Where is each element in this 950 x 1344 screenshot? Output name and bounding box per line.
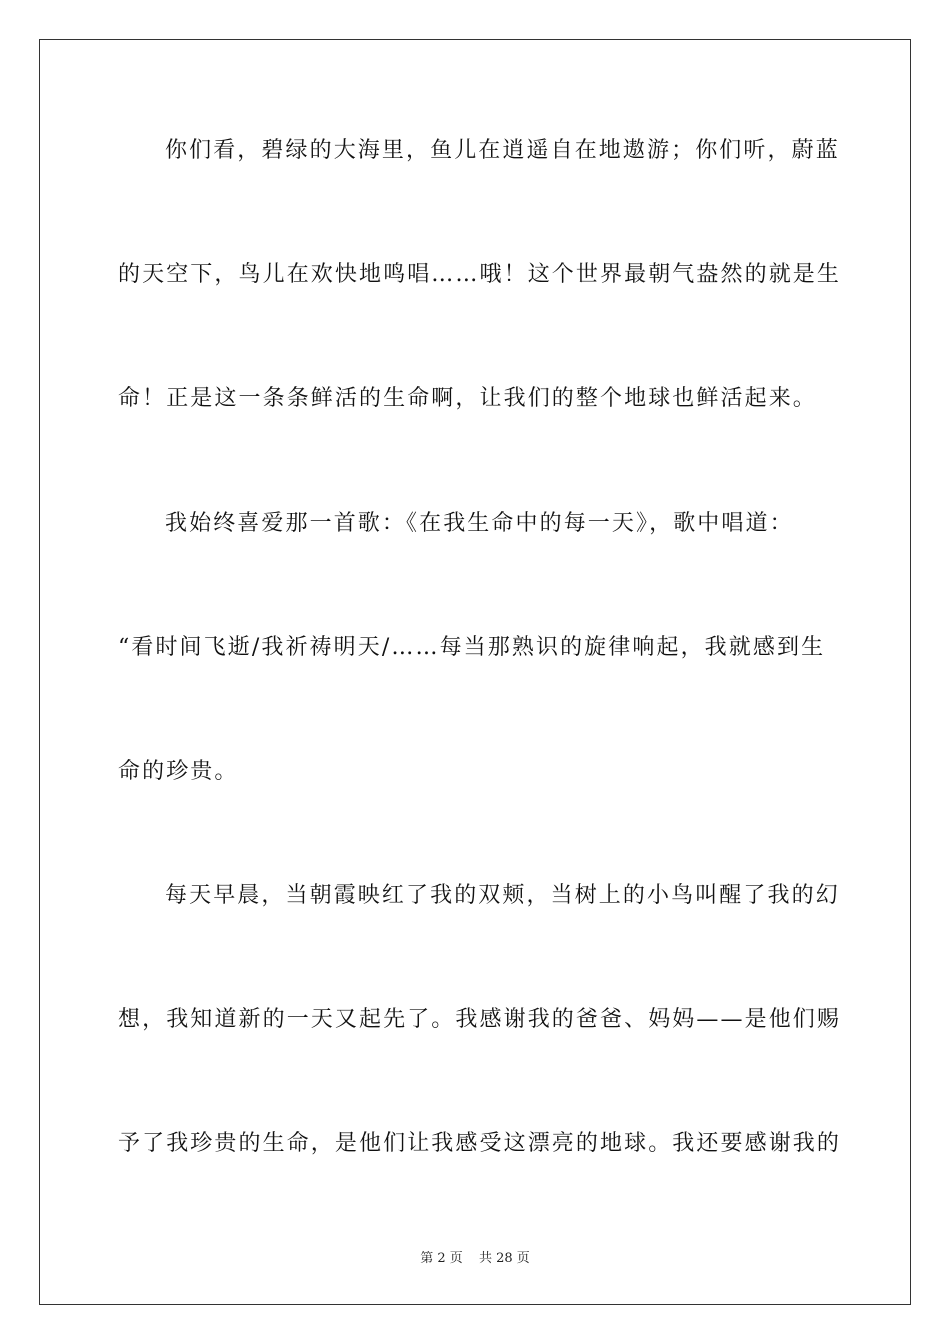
paragraph-2-line-3: 命的珍贵。 <box>118 759 239 784</box>
paragraph-1-line-1: 你们看，碧绿的大海里，鱼儿在逍遥自在地遨游；你们听，蔚蓝 <box>165 138 840 163</box>
paragraph-3-line-3: 予了我珍贵的生命，是他们让我感受这漂亮的地球。我还要感谢我的 <box>118 1131 842 1156</box>
page-footer <box>0 1247 950 1266</box>
page-frame <box>39 39 911 1305</box>
page-number: 第 2 页 <box>420 1251 463 1266</box>
paragraph-3-line-1: 每天早晨，当朝霞映红了我的双颊，当树上的小鸟叫醒了我的幻 <box>165 883 840 908</box>
paragraph-1-line-2: 的天空下，鸟儿在欢快地鸣唱……哦！这个世界最朝气盎然的就是生 <box>118 262 842 287</box>
paragraph-1-line-3: 命！正是这一条条鲜活的生命啊，让我们的整个地球也鲜活起来。 <box>118 386 817 411</box>
paragraph-2-line-2: “看时间飞逝/我祈祷明天/……每当那熟识的旋律响起，我就感到生 <box>118 635 826 660</box>
page-total: 共 28 页 <box>478 1251 530 1266</box>
paragraph-2-line-1: 我始终喜爱那一首歌：《在我生命中的每一天》，歌中唱道： <box>165 511 794 536</box>
paragraph-3-line-2: 想，我知道新的一天又起先了。我感谢我的爸爸、妈妈——是他们赐 <box>118 1007 842 1032</box>
